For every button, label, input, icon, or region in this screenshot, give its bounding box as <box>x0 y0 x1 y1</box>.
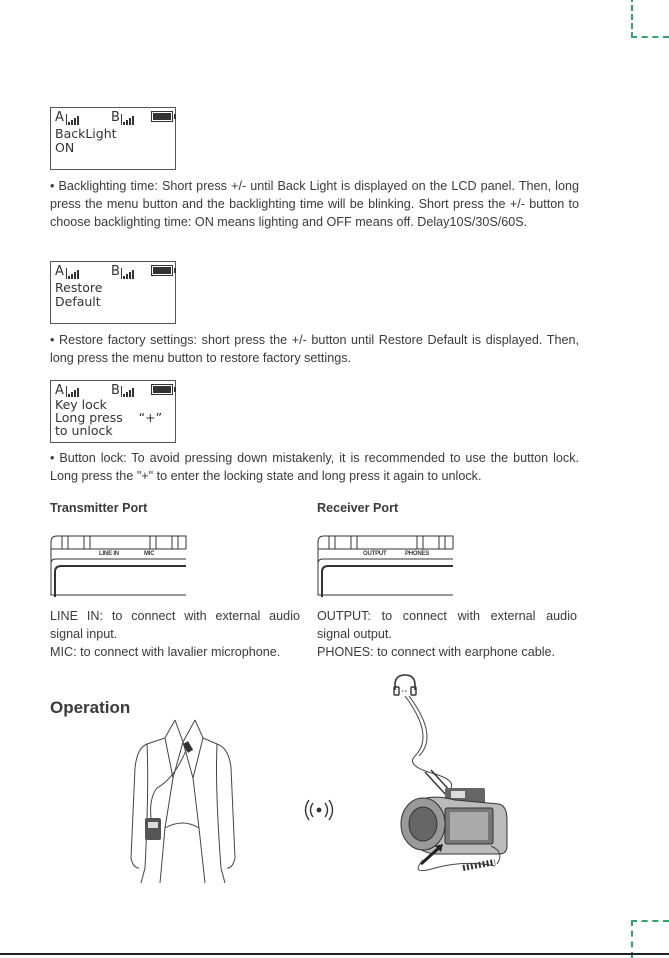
channel-a-label: A <box>55 110 64 125</box>
transmitter-port-outline <box>50 535 187 599</box>
line-in-port-label: LINE IN <box>99 551 119 557</box>
output-port-label: OUTPUT <box>363 551 387 557</box>
operation-title: Operation <box>50 698 131 717</box>
signal-bars-icon <box>121 265 135 279</box>
battery-icon <box>151 111 173 122</box>
battery-icon <box>151 384 173 395</box>
phones-description: PHONES: to connect with earphone cable. <box>317 645 556 659</box>
line-in-description: LINE IN: to connect with external audio signal input. <box>50 609 300 641</box>
lcd-panel-backlight <box>50 107 176 170</box>
channel-a-label: A <box>55 383 64 398</box>
lcd-line: Key lock <box>55 397 107 412</box>
lcd-status-bar <box>55 384 175 398</box>
backlight-paragraph: • Backlighting time: Short press +/- until Back Light is displayed on the LCD panel. Then, long press the menu button and the backlighting time will be blinking. Short press the +/- button to choose backlighting time: ON means lighting and OFF means off. Delay10S/30S/60S. <box>50 179 579 229</box>
lcd-status-bar <box>55 111 175 127</box>
mic-description: MIC: to connect with lavalier microphone. <box>50 645 281 659</box>
bottom-divider <box>0 953 669 955</box>
lcd-line: Long press “+” <box>55 410 163 425</box>
receiver-port-diagram <box>317 535 454 595</box>
lcd-panel-keylock <box>50 380 176 443</box>
lcd-line: ON <box>55 140 75 155</box>
lcd-line: Default <box>55 294 101 309</box>
lcd-line: Restore <box>55 280 103 295</box>
lcd-line: to unlock <box>55 423 113 438</box>
transmitter-heading: Transmitter Port <box>50 501 148 515</box>
channel-a-label: A <box>55 264 64 279</box>
receiver-description <box>317 607 577 661</box>
channel-b-label: B <box>111 264 120 279</box>
signal-bars-icon <box>66 111 80 125</box>
signal-bars-icon <box>66 265 80 279</box>
corner-mark-top <box>631 0 669 38</box>
receiver-heading: Receiver Port <box>317 501 399 515</box>
signal-bars-icon <box>66 384 80 397</box>
phones-port-label: PHONES <box>405 551 430 557</box>
camera-with-receiver-illustration <box>395 696 535 888</box>
person-with-transmitter-illustration <box>125 718 240 886</box>
restore-paragraph: • Restore factory settings: short press the +/- button until Restore Default is displayed. Then, long press the menu button to restore factory settings. <box>50 333 579 365</box>
channel-b-label: B <box>111 383 120 398</box>
lock-paragraph: • Button lock: To avoid pressing down mistakenly, it is recommended to use the button lock. Long press the "+" to enter the locking state and long press it again to unlock. <box>50 451 579 483</box>
signal-bars-icon <box>121 384 135 397</box>
headphones-icon <box>392 672 418 698</box>
signal-bars-icon <box>121 111 135 125</box>
transmitter-port-diagram <box>50 535 187 595</box>
wireless-signal-icon <box>304 799 334 821</box>
receiver-port-outline <box>317 535 454 599</box>
mic-port-label: MIC <box>144 551 155 557</box>
transmitter-description <box>50 607 300 661</box>
lcd-line: BackLight <box>55 126 117 141</box>
battery-icon <box>151 265 173 276</box>
lcd-status-bar <box>55 265 175 281</box>
channel-b-label: B <box>111 110 120 125</box>
lcd-panel-restore <box>50 261 176 324</box>
output-description: OUTPUT: to connect with external audio signal output. <box>317 609 577 641</box>
